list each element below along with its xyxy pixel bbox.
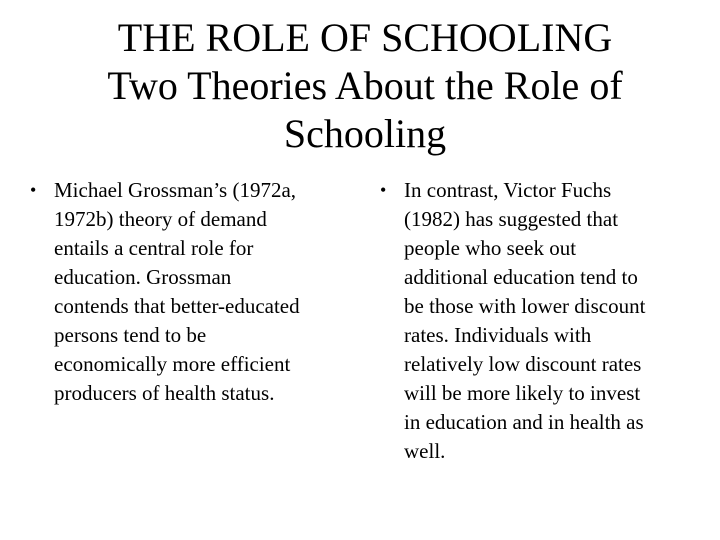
title-line-2: Two Theories About the Role of <box>107 63 623 108</box>
bullet-item-grossman <box>30 176 350 408</box>
bullet-text-line: in education and in health as <box>404 410 644 434</box>
bullet-text-line: contends that better-educated <box>54 294 300 318</box>
bullet-text-line: producers of health status. <box>54 381 275 405</box>
bullet-text-line: persons tend to be <box>54 323 207 347</box>
bullet-text-line: rates. Individuals with <box>404 323 592 347</box>
bullet-text-line: (1982) has suggested that <box>404 207 619 231</box>
bullet-text-line: relatively low discount rates <box>404 352 642 376</box>
bullet-text-line: people who seek out <box>404 236 577 260</box>
bullet-text-line: 1972b) theory of demand <box>54 207 267 231</box>
bullet-text-line: entails a central role for <box>54 236 254 260</box>
bullet-item-fuchs <box>380 176 700 466</box>
slide-title <box>60 14 670 158</box>
bullet-text-line: will be more likely to invest <box>404 381 641 405</box>
bullet-text-line: In contrast, Victor Fuchs <box>404 178 612 202</box>
title-line-3: Schooling <box>283 111 447 156</box>
bullet-text-line: additional education tend to <box>404 265 638 289</box>
bullet-text-line: economically more efficient <box>54 352 291 376</box>
bullet-icon: • <box>380 180 387 200</box>
bullet-text-line: be those with lower discount <box>404 294 646 318</box>
right-column <box>380 176 700 466</box>
left-column <box>30 176 350 408</box>
bullet-text-line: education. Grossman <box>54 265 232 289</box>
title-line-1: THE ROLE OF SCHOOLING <box>117 15 613 60</box>
bullet-text-line: well. <box>404 439 446 463</box>
bullet-text-line: Michael Grossman’s (1972a, <box>54 178 297 202</box>
bullet-icon: • <box>30 180 37 200</box>
